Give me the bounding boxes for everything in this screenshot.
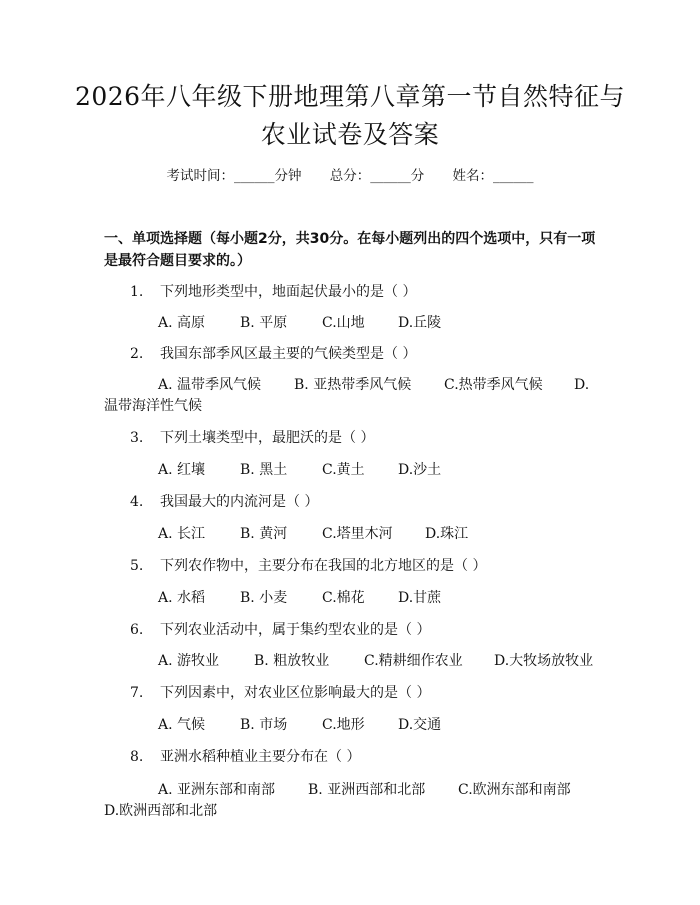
option-d: D.甘蔗	[398, 590, 442, 606]
question-6	[130, 620, 430, 640]
question-7	[130, 683, 430, 703]
question-number: 7.	[130, 685, 144, 701]
option-b: B. 市场	[240, 717, 288, 733]
question-text: 下列农作物中，主要分布在我国的北方地区的是（ ）	[160, 558, 487, 574]
question-8	[130, 747, 360, 767]
option-d: D.丘陵	[398, 315, 442, 331]
option-b: B. 粗放牧业	[254, 653, 330, 669]
question-text: 亚洲水稻种植业主要分布在（ ）	[160, 749, 361, 765]
question-number: 2.	[130, 346, 144, 362]
question-3-options	[158, 460, 441, 480]
question-2-option-d-continued: 温带海洋性气候	[104, 398, 202, 414]
exam-meta	[0, 166, 700, 186]
option-a: A. 红壤	[158, 462, 206, 478]
question-8-options	[158, 780, 571, 800]
question-7-options	[158, 715, 441, 735]
option-c: C.山地	[322, 315, 365, 331]
option-b: B. 平原	[240, 315, 288, 331]
total-score-field: 总分：______分	[329, 168, 425, 184]
option-d: D.交通	[398, 717, 442, 733]
question-number: 3.	[130, 430, 144, 446]
option-c: C.黄土	[322, 462, 365, 478]
question-3	[130, 428, 374, 448]
option-a: A. 亚洲东部和南部	[158, 782, 276, 798]
option-d: D.沙土	[398, 462, 442, 478]
option-a: A. 气候	[158, 717, 206, 733]
exam-time-field: 考试时间：______分钟	[166, 168, 302, 184]
option-c: C.塔里木河	[322, 526, 393, 542]
question-text: 下列农业活动中，属于集约型农业的是（ ）	[160, 622, 431, 638]
question-text: 下列地形类型中，地面起伏最小的是（ ）	[160, 284, 417, 300]
question-1	[130, 282, 416, 302]
option-b: B. 小麦	[240, 590, 288, 606]
option-a: A. 温带季风气候	[158, 377, 262, 393]
question-5	[130, 556, 486, 576]
question-5-options	[158, 588, 441, 608]
option-c: C.棉花	[322, 590, 365, 606]
option-b: B. 亚热带季风气候	[294, 377, 412, 393]
option-c: C.热带季风气候	[444, 377, 543, 393]
option-a: A. 长江	[158, 526, 206, 542]
option-d: D.珠江	[425, 526, 469, 542]
option-d: D.大牧场放牧业	[494, 653, 594, 669]
question-2-options	[158, 375, 589, 395]
question-number: 4.	[130, 494, 144, 510]
question-text: 下列因素中，对农业区位影响最大的是（ ）	[160, 685, 431, 701]
question-8-option-d: D.欧洲西部和北部	[104, 803, 218, 819]
option-b: B. 亚洲西部和北部	[308, 782, 426, 798]
option-b: B. 黄河	[240, 526, 288, 542]
option-a: A. 水稻	[158, 590, 206, 606]
option-d: D.	[574, 377, 590, 393]
question-number: 1.	[130, 284, 144, 300]
question-text: 我国东部季风区最主要的气候类型是（ ）	[160, 346, 417, 362]
exam-title: 2026年八年级下册地理第八章第一节自然特征与农业试卷及答案	[74, 82, 626, 149]
option-b: B. 黑土	[240, 462, 288, 478]
question-4	[130, 492, 318, 512]
option-c: C.欧洲东部和南部	[458, 782, 571, 798]
question-number: 8.	[130, 749, 144, 765]
question-1-options	[158, 313, 441, 333]
option-a: A. 游牧业	[158, 653, 220, 669]
question-number: 5.	[130, 558, 144, 574]
question-2	[130, 344, 416, 364]
question-text: 下列土壤类型中，最肥沃的是（ ）	[160, 430, 375, 446]
question-number: 6.	[130, 622, 144, 638]
option-a: A. 高原	[158, 315, 206, 331]
section-heading: 一、单项选择题（每小题2分，共30分。在每小题列出的四个选项中，只有一项是最符合题目要求的。）	[104, 231, 596, 269]
question-text: 我国最大的内流河是（ ）	[160, 494, 319, 510]
option-c: C.精耕细作农业	[364, 653, 463, 669]
option-c: C.地形	[322, 717, 365, 733]
question-6-options	[158, 651, 593, 671]
question-4-options	[158, 524, 468, 544]
student-name-field: 姓名：______	[452, 168, 534, 184]
